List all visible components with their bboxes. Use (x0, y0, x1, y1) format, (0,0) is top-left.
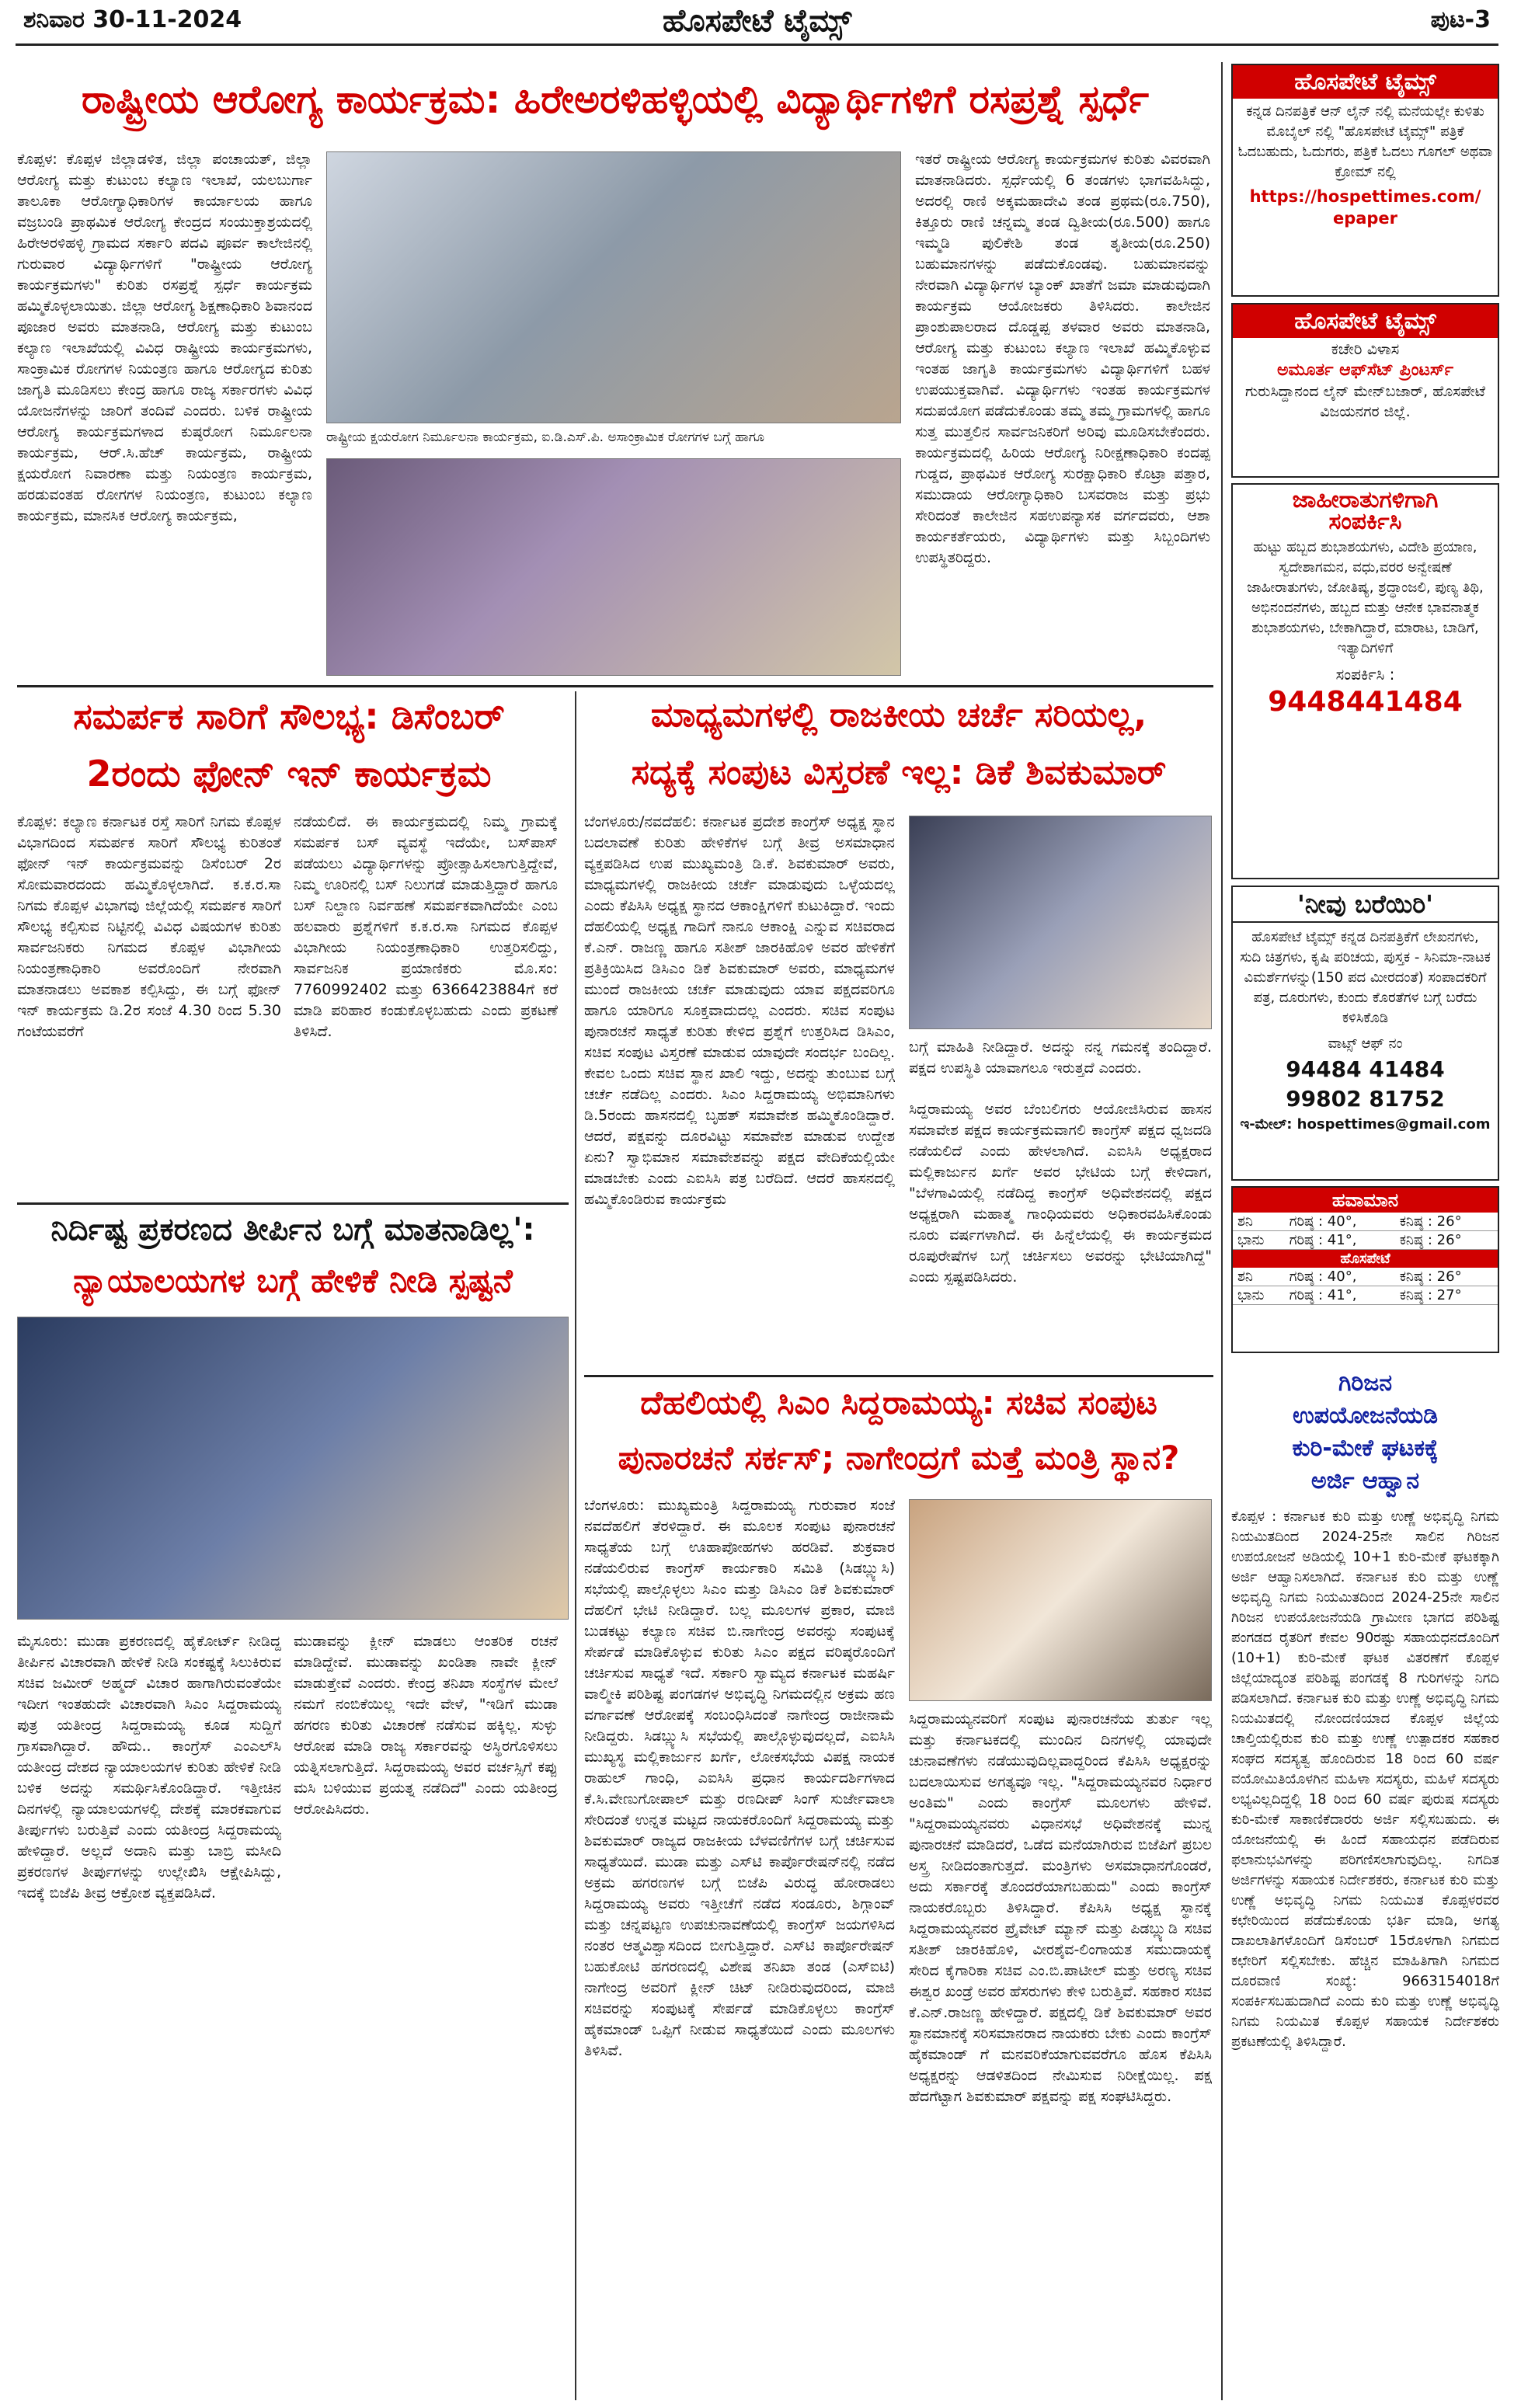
ads-phone[interactable]: 9448441484 (1268, 686, 1463, 718)
ads-box-text: ಹುಟ್ಟು ಹಬ್ಬದ ಶುಭಾಶಯಗಳು, ವಿದೇಶಿ ಪ್ರಯಾಣ, ಸ್ವದೇಶಾಗಮನ, ವಧು,ವರರ ಅನ್ವೇಷಣೆ ಜಾಹೀರಾತುಗಳು, ಜೋತಿಷ್ಯ, ಶ್ರದ್ಧಾಂಜಲಿ, ಪುಣ್ಯ ತಿಥಿ, ಅಭಿನಂದನೆಗಳು, ಹಬ್ಬದ ಮತ್ತು ಆನೇಕ ಭಾವನಾತ್ಮಕ ಶುಭಾಶಯಗಳು, ಬೇಕಾಗಿದ್ದಾರೆ, ಮಾರಾಟ, ಬಾಡಿಗೆ, ಇತ್ಯಾದಿಗಳಿಗೆ (1247, 539, 1484, 656)
article6-body: ಕೊಪ್ಪಳ : ಕರ್ನಾಟಕ ಕುರಿ ಮತ್ತು ಉಣ್ಣೆ ಅಭಿವೃದ್ಧಿ ನಿಗಮ ನಿಯಮಿತದಿಂದ 2024-25ನೇ ಸಾಲಿನ ಗಿರಿಜನ ಉಪಯೋಜನೆ ಅಡಿಯಲ್ಲಿ 10+1 ಕುರಿ-ಮೇಕೆ ಘಟಕಕ್ಕಾಗಿ ಅರ್ಜಿ ಆಹ್ವಾನಿಸಲಾಗಿದೆ. ಕರ್ನಾಟಕ ಕುರಿ ಮತ್ತು ಉಣ್ಣೆ ಅಭಿವೃದ್ಧಿ ನಿಗಮ ನಿಯಮಿತದಿಂದ 2024-25ನೇ ಸಾಲಿನ ಗಿರಿಜನ ಉಪಯೋಜನೆಯಡಿ ಗ್ರಾಮೀಣ ಭಾಗದ ಪರಿಶಿಷ್ಟ ಪಂಗಡದ ರೈತರಿಗೆ ಕೇವಲ 90ರಷ್ಟು ಸಹಾಯಧನದೊಂದಿಗೆ (10+1) ಕುರಿ-ಮೇಕೆ ಘಟಕ ವಿತರಣೆಗೆ ಕೊಪ್ಪಳ ಜಿಲ್ಲೆಯಾದ್ಯಂತ ಪರಿಶಿಷ್ಟ ಪಂಗಡಕ್ಕೆ 8 ಗುರಿಗಳನ್ನು ನಿಗದಿ ಪಡಿಸಲಾಗಿದೆ. ಕರ್ನಾಟಕ ಕುರಿ ಮತ್ತು ಉಣ್ಣೆ ಅಭಿವೃದ್ಧಿ ನಿಗಮ ನಿಯಮಿತದಲ್ಲಿ ನೋಂದಣಿಯಾದ ಕೊಪ್ಪಳ ಜಿಲ್ಲೆಯ ಚಾಲ್ತಿಯಲ್ಲಿರುವ ಕುರಿ ಮತ್ತು ಉಣ್ಣೆ ಉತ್ಪಾದಕರ ಸಹಕಾರ ಸಂಘದ ಸದಸ್ಯತ್ವ ಹೊಂದಿರುವ 18 ರಿಂದ 60 ವರ್ಷ ವಯೋಮಿತಿಯೊಳಗಿನ ಮಹಿಳಾ ಸದಸ್ಯರು, ಮಹಿಳೆ ಸದಸ್ಯರು ಲಭ್ಯವಿಲ್ಲದಿದ್ದಲ್ಲಿ 18 ರಿಂದ 60 ವರ್ಷ ಪುರುಷ ಸದಸ್ಯರು ಕುರಿ-ಮೇಕೆ ಸಾಕಾಣಿಕೆದಾರರು ಅರ್ಜಿ ಸಲ್ಲಿಸಬಹುದು. ಈ ಯೋಜನೆಯಲ್ಲಿ ಈ ಹಿಂದೆ ಸಹಾಯಧನ ಪಡೆದಿರುವ ಫಲಾನುಭವಿಗಳನ್ನು ಪರಿಗಣಿಸಲಾಗುವುದಿಲ್ಲ. ನಿಗದಿತ ಅರ್ಜಿಗಳನ್ನು ಸಹಾಯಕ ನಿರ್ದೇಶಕರು, ಕರ್ನಾಟಕ ಕುರಿ ಮತ್ತು ಉಣ್ಣೆ ಅಭಿವೃದ್ಧಿ ನಿಗಮ ನಿಯಮಿತ ಕೊಪ್ಪಳರವರ ಕಛೇರಿಯಿಂದ ಪಡೆದುಕೊಂಡು ಭರ್ತಿ ಮಾಡಿ, ಅಗತ್ಯ ದಾಖಲಾತಿಗಳೊಂದಿಗೆ ಡಿಸೆಂಬರ್ 15ರೊಳಗಾಗಿ ನಿಗಮದ ಕಛೇರಿಗೆ ಸಲ್ಲಿಸಬೇಕು. ಹೆಚ್ಚಿನ ಮಾಹಿತಿಗಾಗಿ ನಿಗಮದ ದೂರವಾಣಿ ಸಂಖ್ಯೆ: 9663154018ಗೆ ಸಂಪರ್ಕಿಸಬಹುದಾಗಿದೆ ಎಂದು ಕುರಿ ಮತ್ತು ಉಣ್ಣೆ ಅಭಿವೃದ್ಧಿ ನಿಗಮ ನಿಯಮಿತ ಕೊಪ್ಪಳ ಸಹಾಯಕ ನಿರ್ದೇಶಕರು ಪ್ರಕಟಣೆಯಲ್ಲಿ ತಿಳಿಸಿದ್ದಾರೆ. (1231, 1508, 1499, 2050)
weather-day: ಭಾನು (1233, 1231, 1285, 1250)
write-box-text: ಹೊಸಪೇಟೆ ಟೈಮ್ಸ್ ಕನ್ನಡ ದಿನಪತ್ರಿಕೆಗೆ ಲೇಖನಗಳು, ಸುದಿ ಚಿತ್ರಗಳು, ಕೃಷಿ ಪರಿಚಯ, ಪುಸ್ತಕ - ಸಿನಿಮಾ-ನಾಟಕ ವಿಮರ್ಶೆಗಳನ್ನು(150 ಪದ ಮೀರದಂತೆ) ಸಂಪಾದಕರಿಗೆ ಪತ್ರ, ದೂರುಗಳು, ಕುಂದು ಕೊರತೆಗಳ ಬಗ್ಗೆ ಬರೆದು ಕಳಿಸಿಕೊಡಿ (1240, 929, 1491, 1026)
whatsapp-phone-2[interactable]: 99802 81752 (1286, 1086, 1445, 1112)
office-label: ಕಚೇರಿ ವಿಳಾಸ (1331, 339, 1400, 358)
article1-photo-caption: ರಾಷ್ಟ್ರೀಯ ಕ್ಷಯರೋಗ ನಿರ್ಮೂಲನಾ ಕಾರ್ಯಕ್ರಮ, ಐ.ಡಿ.ಎಸ್.ಪಿ. ಅಸಾಂಕ್ರಾಮಿಕ ರೋಗಗಳ ಬಗ್ಗೆ ಹಾಗೂ (326, 430, 764, 445)
article5-headline-line1: ದೆಹಲಿಯಲ್ಲಿ ಸಿಎಂ ಸಿದ್ದರಾಮಯ್ಯ: ಸಚಿವ ಸಂಪುಟ (640, 1383, 1157, 1421)
weather-high: ಗರಿಷ್ಠ : 40°, (1285, 1268, 1395, 1286)
weather-row (1233, 1213, 1498, 1231)
article3-body-col2: ಮುಡಾವನ್ನು ಕ್ಲೀನ್ ಮಾಡಲು ಆಂತರಿಕ ರಚನೆ ಮಾಡಿದ್ದೇವೆ. ಮುಡಾವನ್ನು ಖಂಡಿತಾ ನಾವೇ ಕ್ಲೀನ್ ಮಾಡುತ್ತೇವೆ ಎಂದರು. ಕೇಂದ್ರ ತನಿಖಾ ಸಂಸ್ಥೆಗಳ ಮೇಲೆ ನಮಗೆ ನಂಬಿಕೆಯಿಲ್ಲ ಇದೇ ವೇಳೆ, "ಇಡಿಗೆ ಮುಡಾ ಹಗರಣ ಕುರಿತು ವಿಚಾರಣೆ ನಡೆಸುವ ಹಕ್ಕಿಲ್ಲ. ಸುಳ್ಳು ಆರೋಪ ಮಾಡಿ ರಾಜ್ಯ ಸರ್ಕಾರವನ್ನು ಅಸ್ಥಿರಗೊಳಿಸಲು ಯತ್ನಿಸಲಾಗುತ್ತಿದೆ. ಸಿದ್ದರಾಮಯ್ಯ ಅವರ ವರ್ಚಸ್ಸಿಗೆ ಕಪ್ಪು ಮಸಿ ಬಳಿಯುವ ಪ್ರಯತ್ನ ನಡೆದಿದೆ" ಎಂದು ಯತೀಂದ್ರ ಆರೋಪಿಸಿದರು. (294, 1633, 558, 1818)
ads-box-title: ಜಾಹೀರಾತುಗಳಿಗಾಗಿ (1292, 486, 1439, 513)
weather-box (1231, 1186, 1499, 1353)
weather-table (1233, 1213, 1498, 1250)
weather-row (1233, 1231, 1498, 1250)
article4-headline-line1: ಮಾಧ್ಯಮಗಳಲ್ಲಿ ರಾಜಕೀಯ ಚರ್ಚೆ ಸರಿಯಲ್ಲ, (650, 695, 1147, 735)
weather-low: ಕನಿಷ್ಠ : 26° (1395, 1213, 1498, 1231)
weather-day: ಭಾನು (1233, 1286, 1285, 1305)
weather-high: ಗರಿಷ್ಠ : 41°, (1285, 1231, 1395, 1250)
email-link[interactable]: ಇ-ಮೇಲ್: hospettimes@gmail.com (1240, 1116, 1491, 1133)
weather-day: ಶನಿ (1233, 1213, 1285, 1231)
whatsapp-phone-1[interactable]: 94484 41484 (1286, 1056, 1445, 1082)
weather-high: ಗರಿಷ್ಠ : 40°, (1285, 1213, 1395, 1231)
article5-body-col1: ಬೆಂಗಳೂರು: ಮುಖ್ಯಮಂತ್ರಿ ಸಿದ್ದರಾಮಯ್ಯ ಗುರುವಾರ ಸಂಜೆ ನವದೆಹಲಿಗೆ ತೆರಳಿದ್ದಾರೆ. ಈ ಮೂಲಕ ಸಂಪುಟ ಪುನಾರಚನೆ ಸಾಧ್ಯತೆಯ ಬಗ್ಗೆ ಊಹಾಪೋಹಗಳು ಹರಡಿವೆ. ಶುಕ್ರವಾರ ನಡೆಯಲಿರುವ ಕಾಂಗ್ರೆಸ್ ಕಾರ್ಯಕಾರಿ ಸಮಿತಿ (ಸಿಡಬ್ಲ್ಯುಸಿ) ಸಭೆಯಲ್ಲಿ ಪಾಲ್ಗೊಳ್ಳಲು ಸಿಎಂ ಮತ್ತು ಡಿಸಿಎಂ ಡಿಕೆ ಶಿವಕುಮಾರ್ ದೆಹಲಿಗೆ ಭೇಟಿ ನೀಡಿದ್ದಾರೆ. ಬಲ್ಲ ಮೂಲಗಳ ಪ್ರಕಾರ, ಮಾಜಿ ಬುಡಕಟ್ಟು ಕಲ್ಯಾಣ ಸಚಿವ ಬಿ.ನಾಗೇಂದ್ರ ಅವರನ್ನು ಸಂಪುಟಕ್ಕೆ ಸೇರ್ಪಡೆ ಮಾಡಿಕೊಳ್ಳುವ ಕುರಿತು ಸಿಎಂ ಪಕ್ಷದ ವರಿಷ್ಠರೊಂದಿಗೆ ಚರ್ಚಿಸುವ ಸಾಧ್ಯತೆ ಇದೆ. ಸರ್ಕಾರಿ ಸ್ವಾಮ್ಯದ ಕರ್ನಾಟಕ ಮಹರ್ಷಿ ವಾಲ್ಮೀಕಿ ಪರಿಶಿಷ್ಟ ಪಂಗಡಗಳ ಅಭಿವೃದ್ಧಿ ನಿಗಮದಲ್ಲಿನ ಅಕ್ರಮ ಹಣ ವರ್ಗಾವಣೆ ಆರೋಪಕ್ಕೆ ಸಂಬಂಧಿಸಿದಂತೆ ನಾಗೇಂದ್ರ ರಾಜೀನಾಮೆ ನೀಡಿದ್ದರು. ಸಿಡಬ್ಲ್ಯುಸಿ ಸಭೆಯಲ್ಲಿ ಪಾಲ್ಗೊಳ್ಳುವುದಲ್ಲದೆ, ಎಐಸಿಸಿ ಮುಖ್ಯಸ್ಥ ಮಲ್ಲಿಕಾರ್ಜುನ ಖರ್ಗೆ, ಲೋಕಸಭೆಯ ವಿಪಕ್ಷ ನಾಯಕ ರಾಹುಲ್ ಗಾಂಧಿ, ಎಐಸಿಸಿ ಪ್ರಧಾನ ಕಾರ್ಯದರ್ಶಿಗಳಾದ ಕೆ.ಸಿ.ವೇಣುಗೋಪಾಲ್ ಮತ್ತು ರಣದೀಪ್ ಸಿಂಗ್ ಸುರ್ಜೇವಾಲಾ ಸೇರಿದಂತೆ ಉನ್ನತ ಮಟ್ಟದ ನಾಯಕರೊಂದಿಗೆ ಸಿದ್ದರಾಮಯ್ಯ ಮತ್ತು ಶಿವಕುಮಾರ್ ರಾಜ್ಯದ ರಾಜಕೀಯ ಬೆಳವಣಿಗೆಗಳ ಬಗ್ಗೆ ಚರ್ಚಿಸುವ ಸಾಧ್ಯತೆಯಿದೆ. ಮುಡಾ ಮತ್ತು ಎಸ್‌ಟಿ ಕಾರ್ಪೊರೇಷನ್‌ನಲ್ಲಿ ನಡೆದ ಅಕ್ರಮ ಹಗರಣಗಳ ಬಗ್ಗೆ ಬಿಜೆಪಿ ವಿರುದ್ಧ ಹೋರಾಡಲು ಸಿದ್ದರಾಮಯ್ಯ ಅವರು ಇತ್ತೀಚೆಗೆ ನಡೆದ ಸಂಡೂರು, ಶಿಗ್ಗಾಂವ್ ಮತ್ತು ಚನ್ನಪಟ್ಟಣ ಉಪಚುನಾವಣೆಯಲ್ಲಿ ಕಾಂಗ್ರೆಸ್ ಜಯಗಳಿಸಿದ ನಂತರ ಆತ್ಮವಿಶ್ವಾಸದಿಂದ ಬೀಗುತ್ತಿದ್ದಾರೆ. ಎಸ್‌ಟಿ ಕಾರ್ಪೊರೇಷನ್ ಬಹುಕೋಟಿ ಹಗರಣದಲ್ಲಿ ವಿಶೇಷ ತನಿಖಾ ತಂಡ (ಎಸ್‌ಐಟಿ) ನಾಗೇಂದ್ರ ಅವರಿಗೆ ಕ್ಲೀನ್ ಚಿಟ್ ನೀಡಿರುವುದರಿಂದ, ಮಾಜಿ ಸಚಿವರನ್ನು ಸಂಪುಟಕ್ಕೆ ಸೇರ್ಪಡೆ ಮಾಡಿಕೊಳ್ಳಲು ಕಾಂಗ್ರೆಸ್ ಹೈಕಮಾಂಡ್ ಒಪ್ಪಿಗೆ ನೀಡುವ ಸಾಧ್ಯತೆಯಿದೆ ಎಂದು ಮೂಲಗಳು ತಿಳಿಸಿವೆ. (584, 1497, 895, 2059)
office-address-box (1231, 303, 1499, 478)
write-box-title: 'ನೀವು ಬರೆಯಿರಿ' (1233, 887, 1498, 923)
ads-box (1231, 483, 1499, 879)
weather-title: ಹವಾಮಾನ (1233, 1188, 1498, 1213)
column-divider (575, 691, 576, 2400)
article4-headline-line2: ಸದ್ಯಕ್ಕೆ ಸಂಪುಟ ವಿಸ್ತರಣೆ ಇಲ್ಲ: ಡಿಕೆ ಶಿವಕುಮಾರ್ (631, 753, 1167, 792)
page-number: ಪುಟ-3 (1430, 6, 1491, 33)
article5-headline-line2: ಪುನಾರಚನೆ ಸರ್ಕಸ್; ನಾಗೇಂದ್ರಗೆ ಮತ್ತೆ ಮಂತ್ರಿ ಸ್ಥಾನ? (618, 1439, 1180, 1477)
article3-body-col1: ಮೈಸೂರು: ಮುಡಾ ಪ್ರಕರಣದಲ್ಲಿ ಹೈಕೋರ್ಟ್ ನೀಡಿದ್ದ ತೀರ್ಪಿನ ವಿಚಾರವಾಗಿ ಹೇಳಿಕೆ ನೀಡಿ ಸಂಕಷ್ಟಕ್ಕೆ ಸಿಲುಕಿರುವ ಸಚಿವ ಜಮೀರ್ ಅಹ್ಮದ್ ವಿಚಾರ ಹಾಗಾಗಿರುವಂತೆಯೇ ಇದೀಗ ಇಂತಹುದೇ ವಿಚಾರವಾಗಿ ಸಿಎಂ ಸಿದ್ದರಾಮಯ್ಯ ಪುತ್ರ ಯತೀಂದ್ರ ಸಿದ್ದರಾಮಯ್ಯ ಕೂಡ ಸುದ್ದಿಗೆ ಗ್ರಾಸವಾಗಿದ್ದಾರೆ. ಹೌದು.. ಕಾಂಗ್ರೆಸ್ ಎಂಎಲ್‌ಸಿ ಯತೀಂದ್ರ ದೇಶದ ನ್ಯಾಯಾಲಯಗಳ ಕುರಿತು ಹೇಳಿಕೆ ನೀಡಿ ಬಳಿಕ ಅದನ್ನು ಸಮರ್ಥಿಸಿಕೊಂಡಿದ್ದಾರೆ. ಇತ್ತೀಚಿನ ದಿನಗಳಲ್ಲಿ ನ್ಯಾಯಾಲಯಗಳಲ್ಲಿ ದೇಶಕ್ಕೆ ಮಾರಕವಾಗುವ ತೀರ್ಪುಗಳು ಬರುತ್ತಿವೆ ಎಂದು ಯತೀಂದ್ರ ಸಿದ್ದರಾಮಯ್ಯ ಹೇಳಿದ್ದಾರೆ. ಅಲ್ಲದೆ ಅದಾನಿ ಮತ್ತು ಬಾಬ್ರಿ ಮಸೀದಿ ಪ್ರಕರಣಗಳ ತೀರ್ಪುಗಳನ್ನು ಉಲ್ಲೇಖಿಸಿ ಆಕ್ಷೇಪಿಸಿದ್ದು, ಇದಕ್ಕೆ ಬಿಜೆಪಿ ತೀವ್ರ ಆಕ್ರೋಶ ವ್ಯಕ್ತಪಡಿಸಿದೆ. (17, 1633, 281, 1902)
ads-contact-label: ಸಂಪರ್ಕಿಸಿ : (1335, 665, 1395, 684)
article2-body-col1: ಕೊಪ್ಪಳ: ಕಲ್ಯಾಣ ಕರ್ನಾಟಕ ರಸ್ತೆ ಸಾರಿಗೆ ನಿಗಮ ಕೊಪ್ಪಳ ವಿಭಾಗದಿಂದ ಸಮರ್ಪಕ ಸಾರಿಗೆ ಸೌಲಭ್ಯ ಕುರಿತಂತೆ ಫೋನ್ ಇನ್ ಕಾರ್ಯಕ್ರಮವನ್ನು ಡಿಸೆಂಬರ್ 2ರ ಸೋಮವಾರದಂದು ಹಮ್ಮಿಕೊಳ್ಳಲಾಗಿದೆ. ಕ.ಕ.ರ.ಸಾ ನಿಗಮ ಕೊಪ್ಪಳ ವಿಭಾಗವು ಜಿಲ್ಲೆಯಲ್ಲಿ ಸಮರ್ಪಕ ಸಾರಿಗೆ ಸೌಲಭ್ಯ ಕಲ್ಪಿಸುವ ನಿಟ್ಟಿನಲ್ಲಿ ವಿವಿಧ ವಿಷಯಗಳ ಕುರಿತು ಸಾರ್ವಜನಿಕರು ನಿಗಮದ ಕೊಪ್ಪಳ ವಿಭಾಗೀಯ ನಿಯಂತ್ರಣಾಧಿಕಾರಿ ಅವರೊಂದಿಗೆ ನೇರವಾಗಿ ಮಾತನಾಡಲು ಅವಕಾಶ ಕಲ್ಪಿಸಿದ್ದು, ಈ ಬಗ್ಗೆ ಫೋನ್ ಇನ್ ಕಾರ್ಯಕ್ರಮ ಡಿ.2ರ ಸಂಜೆ 4.30 ರಿಂದ 5.30 ಗಂಟೆಯವರೆಗೆ (17, 813, 281, 1040)
article2-headline-line1: ಸಮರ್ಪಕ ಸಾರಿಗೆ ಸೌಲಭ್ಯ: ಡಿಸೆಂಬರ್ (73, 695, 505, 737)
sidebar-divider (1221, 62, 1223, 2400)
whatsapp-label: ವಾಟ್ಸ್ ಆಫ್ ನಂ (1328, 1035, 1403, 1052)
epaper-url-link[interactable]: https://hospettimes.com/ epaper (1249, 187, 1481, 228)
article4-photo-dks (909, 816, 1212, 1029)
epaper-box-title: ಹೊಸಪೇಟೆ ಟೈಮ್ಸ್ (1233, 65, 1498, 99)
divider (584, 1375, 1213, 1377)
weather-subtitle: ಹೊಸಪೇಟೆ (1233, 1250, 1498, 1268)
article6-headline-line3: ಕುರಿ-ಮೇಕೆ ಘಟಕಕ್ಕೆ (1292, 1435, 1439, 1462)
issue-date: ಶನಿವಾರ 30-11-2024 (23, 6, 242, 33)
ads-box-title2: ಸಂಪರ್ಕಿಸಿ (1328, 508, 1402, 535)
article6-headline-line1: ಗಿರಿಜನ (1338, 1369, 1393, 1397)
article5-photo-cm (909, 1499, 1212, 1701)
write-to-us-box (1231, 886, 1499, 1181)
divider (17, 685, 1213, 687)
office-box-title: ಹೊಸಪೇಟೆ ಟೈಮ್ಸ್ (1233, 304, 1498, 338)
printer-name: ಅಮೂರ್ತ ಆಫ್‌ಸೆಟ್ ಪ್ರಿಂಟರ್ಸ್ (1276, 360, 1454, 380)
weather-low: ಕನಿಷ್ಠ : 27° (1395, 1286, 1498, 1305)
article4-body-col2: ಸಿದ್ದರಾಮಯ್ಯ ಅವರ ಬೆಂಬಲಿಗರು ಆಯೋಜಿಸಿರುವ ಹಾಸನ ಸಮಾವೇಶ ಪಕ್ಷದ ಕಾರ್ಯಕ್ರಮವಾಗಲಿ ಕಾಂಗ್ರೆಸ್ ಪಕ್ಷದ ಧ್ವಜದಡಿ ನಡೆಯಲಿದೆ ಎಂದು ಹೇಳಲಾಗಿದೆ. ಎಐಸಿಸಿ ಅಧ್ಯಕ್ಷರಾದ ಮಲ್ಲಿಕಾರ್ಜುನ ಖರ್ಗೆ ಅವರ ಭೇಟಿಯ ಬಗ್ಗೆ ಕೇಳಿದಾಗ, "ಬೆಳಗಾವಿಯಲ್ಲಿ ನಡೆದಿದ್ದ ಕಾಂಗ್ರೆಸ್ ಅಧಿವೇಶನದಲ್ಲಿ ಪಕ್ಷದ ಅಧ್ಯಕ್ಷರಾಗಿ ಮಹಾತ್ಮ ಗಾಂಧಿಯವರು ಅಧಿಕಾರವಹಿಸಿಕೊಂಡು ನೂರು ವರ್ಷಗಳಾಗಿದೆ. ಈ ಹಿನ್ನೆಲೆಯಲ್ಲಿ ಈ ಕಾರ್ಯಕ್ರಮದ ರೂಪುರೇಷೆಗಳ ಬಗ್ಗೆ ಚರ್ಚಿಸಲು ಅವರನ್ನು ಭೇಟಿಯಾಗಿದ್ದೆ" ಎಂದು ಸ್ಪಷ್ಟಪಡಿಸಿದರು. (909, 1101, 1212, 1286)
weather-row (1233, 1286, 1498, 1305)
article6-headline-line2: ಉಪಯೋಜನೆಯಡಿ (1293, 1402, 1438, 1429)
article1-body-col3: ಇತರೆ ರಾಷ್ಟ್ರೀಯ ಆರೋಗ್ಯ ಕಾರ್ಯಕ್ರಮಗಳ ಕುರಿತು ವಿವರವಾಗಿ ಮಾತನಾಡಿದರು. ಸ್ಪರ್ಧೆಯಲ್ಲಿ 6 ತಂಡಗಳು ಭಾಗವಹಿಸಿದ್ದು, ಅದರಲ್ಲಿ ರಾಣಿ ಅಕ್ಕಮಹಾದೇವಿ ತಂಡ ಪ್ರಥಮ(ರೂ.750), ಕಿತ್ತೂರು ರಾಣಿ ಚನ್ನಮ್ಮ ತಂಡ ದ್ವಿತೀಯ(ರೂ.500) ಹಾಗೂ ಇಮ್ಮಡಿ ಪುಲಿಕೇಶಿ ತಂಡ ತೃತೀಯ(ರೂ.250) ಬಹುಮಾನಗಳನ್ನು ಪಡೆದುಕೊಂಡವು. ಬಹುಮಾನವನ್ನು ನೇರವಾಗಿ ವಿದ್ಯಾರ್ಥಿಗಳ ಬ್ಯಾಂಕ್ ಖಾತೆಗೆ ಜಮಾ ಮಾಡುವುದಾಗಿ ಕಾರ್ಯಕ್ರಮ ಆಯೋಜಕರು ತಿಳಿಸಿದರು. ಕಾಲೇಜಿನ ಪ್ರಾಂಶುಪಾಲರಾದ ದೊಡ್ಡಪ್ಪ ತಳವಾರ ಅವರು ಮಾತನಾಡಿ, ಆರೋಗ್ಯ ಮತ್ತು ಕುಟುಂಬ ಕಲ್ಯಾಣ ಇಲಾಖೆ ಹಮ್ಮಿಕೊಳ್ಳುವ ಇಂತಹ ಜಾಗೃತಿ ಕಾರ್ಯಕ್ರಮಗಳು ವಿದ್ಯಾರ್ಥಿಗಳಿಗೆ ಬಹಳ ಉಪಯುಕ್ತವಾಗಿವೆ. ವಿದ್ಯಾರ್ಥಿಗಳು ಇಂತಹ ಕಾರ್ಯಕ್ರಮಗಳ ಸದುಪಯೋಗ ಪಡೆದುಕೊಂಡು ತಮ್ಮ ತಮ್ಮ ಗ್ರಾಮಗಳಲ್ಲಿ ಹಾಗೂ ಸುತ್ತ ಮುತ್ತಲಿನ ಸಾರ್ವಜನಿಕರಿಗೆ ಅರಿವು ಮೂಡಿಸಬೇಕೆಂದರು. ಕಾರ್ಯಕ್ರಮದಲ್ಲಿ ಹಿರಿಯ ಆರೋಗ್ಯ ನಿರೀಕ್ಷಣಾಧಿಕಾರಿ ಕಂದಪ್ಪ ಗುಡ್ಡದ, ಪ್ರಾಥಮಿಕ ಆರೋಗ್ಯ ಸುರಕ್ಷಾಧಿಕಾರಿ ಕೊಟ್ರಾ ಪತ್ತಾರ, ಸಮುದಾಯ ಆರೋಗ್ಯಾಧಿಕಾರಿ ಬಸವರಾಜ ಮತ್ತು ಪ್ರಭು ಸೇರಿದಂತೆ ಕಾಲೇಜಿನ ಸಹಉಪನ್ಯಾಸಕ ವರ್ಗದವರು, ಆಶಾ ಕಾರ್ಯಕರ್ತೆಯರು, ವಿದ್ಯಾರ್ಥಿಗಳು ಮತ್ತು ಸಿಬ್ಬಂದಿಗಳು ಉಪಸ್ಥಿತರಿದ್ದರು. (915, 151, 1210, 566)
article1-photo-seminar (326, 151, 901, 423)
article2-body-col2: ನಡೆಯಲಿದೆ. ಈ ಕಾರ್ಯಕ್ರಮದಲ್ಲಿ ನಿಮ್ಮ ಗ್ರಾಮಕ್ಕೆ ಸಮರ್ಪಕ ಬಸ್ ವ್ಯವಸ್ಥೆ ಇದೆಯೇ, ಬಸ್‌ಪಾಸ್ ಪಡೆಯಲು ವಿದ್ಯಾರ್ಥಿಗಳನ್ನು ಪ್ರೋತ್ಸಾಹಿಸಲಾಗುತ್ತಿದ್ದೇವೆ, ನಿಮ್ಮ ಊರಿನಲ್ಲಿ ಬಸ್ ನಿಲುಗಡೆ ಮಾಡುತ್ತಿದ್ದಾರೆ ಹಾಗೂ ಬಸ್ ನಿಲ್ದಾಣ ನಿರ್ವಹಣೆ ಸಮರ್ಪಕವಾಗಿದೆಯೇ ಎಂಬ ಹಲವಾರು ಪ್ರಶ್ನೆಗಳಿಗೆ ಕ.ಕ.ರ.ಸಾ ನಿಗಮದ ಕೊಪ್ಪಳ ವಿಭಾಗೀಯ ನಿಯಂತ್ರಣಾಧಿಕಾರಿ ಉತ್ತರಿಸಲಿದ್ದು, ಸಾರ್ವಜನಿಕ ಪ್ರಯಾಣಿಕರು ಮೊ.ಸಂ: 7760992402 ಮತ್ತು 6366423884ಗೆ ಕರೆ ಮಾಡಿ ಪರಿಹಾರ ಕಂಡುಕೊಳ್ಳಬಹುದು ಎಂದು ಪ್ರಕಟಣೆ ತಿಳಿಸಿದೆ. (294, 813, 558, 1040)
article6-headline-line4: ಅರ್ಜಿ ಆಹ್ವಾನ (1310, 1467, 1420, 1495)
article5-body-col2: ಸಿದ್ದರಾಮಯ್ಯನವರಿಗೆ ಸಂಪುಟ ಪುನಾರಚನೆಯ ತುರ್ತು ಇಲ್ಲ ಮತ್ತು ಕರ್ನಾಟಕದಲ್ಲಿ ಮುಂದಿನ ದಿನಗಳಲ್ಲಿ ಯಾವುದೇ ಚುನಾವಣೆಗಳು ನಡೆಯುವುದಿಲ್ಲವಾದ್ದರಿಂದ ಕೆಪಿಸಿಸಿ ಅಧ್ಯಕ್ಷರನ್ನು ಬದಲಾಯಿಸುವ ಅಗತ್ಯವೂ ಇಲ್ಲ. "ಸಿದ್ದರಾಮಯ್ಯನವರ ನಿರ್ಧಾರ ಅಂತಿಮ" ಎಂದು ಕಾಂಗ್ರೆಸ್ ಮೂಲಗಳು ಹೇಳಿವೆ. "ಸಿದ್ದರಾಮಯ್ಯನವರು ವಿಧಾನಸಭೆ ಅಧಿವೇಶನಕ್ಕೆ ಮುನ್ನ ಪುನಾರಚನೆ ಮಾಡಿದರೆ, ಒಡೆದ ಮನೆಯಾಗಿರುವ ಬಿಜೆಪಿಗೆ ಪ್ರಬಲ ಅಸ್ತ್ರ ನೀಡಿದಂತಾಗುತ್ತದೆ. ಮಂತ್ರಿಗಳು ಅಸಮಾಧಾನಗೊಂಡರೆ, ಅದು ಸರ್ಕಾರಕ್ಕೆ ತೊಂದರೆಯಾಗಬಹುದು" ಎಂದು ಕಾಂಗ್ರೆಸ್ ನಾಯಕರೊಬ್ಬರು ತಿಳಿಸಿದ್ದಾರೆ. ಕೆಪಿಸಿಸಿ ಅಧ್ಯಕ್ಷ ಸ್ಥಾನಕ್ಕೆ ಸಿದ್ದರಾಮಯ್ಯನವರ ಪ್ರೈವೇಟ್ ಮ್ಯಾನ್ ಮತ್ತು ಪಿಡಬ್ಲ್ಯುಡಿ ಸಚಿವ ಸತೀಶ್ ಜಾರಕಿಹೊಳಿ, ವೀರಶೈವ-ಲಿಂಗಾಯತ ಸಮುದಾಯಕ್ಕೆ ಸೇರಿದ ಕೈಗಾರಿಕಾ ಸಚಿವ ಎಂ.ಬಿ.ಪಾಟೀಲ್ ಮತ್ತು ಅರಣ್ಯ ಸಚಿವ ಈಶ್ವರ ಖಂಡ್ರೆ ಅವರ ಹೆಸರುಗಳು ಕೇಳಿ ಬರುತ್ತಿವೆ. ಸಹಕಾರ ಸಚಿವ ಕೆ.ಎನ್.ರಾಜಣ್ಣ ಹೇಳಿದ್ದಾರೆ. ಪಕ್ಷದಲ್ಲಿ ಡಿಕೆ ಶಿವಕುಮಾರ್ ಅವರ ಸ್ಥಾನಮಾನಕ್ಕೆ ಸರಿಸಮಾನರಾದ ನಾಯಕರು ಬೇಕು ಎಂದು ಕಾಂಗ್ರೆಸ್ ಹೈಕಮಾಂಡ್ ಗೆ ಮನವರಿಕೆಯಾಗುವವರೆಗೂ ಹೊಸ ಕೆಪಿಸಿಸಿ ಅಧ್ಯಕ್ಷರನ್ನು ಆಡಳಿತದಿಂದ ನೇಮಿಸುವ ನಿರೀಕ್ಷೆಯಿಲ್ಲ. ಪಕ್ಷ ಹೆದಗೆಟ್ಟಾಗ ಶಿವಕುಮಾರ್ ಪಕ್ಷವನ್ನು ಪಕ್ಷ ಸಂಘಟಿಸಿದ್ದರು. (909, 1710, 1212, 2105)
divider (17, 1202, 569, 1205)
article3-headline-line2: ನ್ಯಾಯಾಲಯಗಳ ಬಗ್ಗೆ ಹೇಳಿಕೆ ನೀಡಿ ಸ್ಪಷ್ಟನೆ (73, 1261, 513, 1300)
epaper-box-text: ಕನ್ನಡ ದಿನಪತ್ರಿಕೆ ಆನ್ ಲೈನ್ ನಲ್ಲಿ ಮನೆಯಲ್ಲೇ ಕುಳಿತು ಮೊಬೈಲ್ ನಲ್ಲಿ "ಹೊಸಪೇಟೆ ಟೈಮ್ಸ್" ಪತ್ರಿಕೆ ಓದಬಹುದು, ಓದುಗರು, ಪತ್ರಿಕೆ ಓದಲು ಗೂಗಲ್ ಅಥವಾ ಕ್ರೋಮ್ ನಲ್ಲಿ (1237, 103, 1493, 180)
article4-caption: ಬಗ್ಗೆ ಮಾಹಿತಿ ನೀಡಿದ್ದಾರೆ. ಅದನ್ನು ನನ್ನ ಗಮನಕ್ಕೆ ತಂದಿದ್ದಾರೆ. ಪಕ್ಷದ ಉಪಸ್ಥಿತಿ ಯಾವಾಗಲೂ ಇರುತ್ತದೆ ಎಂದರು. (909, 1039, 1212, 1077)
weather-row (1233, 1268, 1498, 1286)
article1-headline: ರಾಷ್ಟ್ರೀಯ ಆರೋಗ್ಯ ಕಾರ್ಯಕ್ರಮ: ಹಿರೇಅರಳಿಹಳ್ಳಿಯಲ್ಲಿ ವಿದ್ಯಾರ್ಥಿಗಳಿಗೆ ರಸಪ್ರಶ್ನೆ ಸ್ಪರ್ಧೆ (82, 77, 1149, 122)
epaper-box (1231, 64, 1499, 297)
header-divider (16, 43, 1498, 46)
weather-high: ಗರಿಷ್ಠ : 41°, (1285, 1286, 1395, 1305)
weather-day: ಶನಿ (1233, 1268, 1285, 1286)
paper-title: ಹೊಸಪೇಟೆ ಟೈಮ್ಸ್ (662, 3, 852, 39)
article2-headline-line2: 2ರಂದು ಫೋನ್ ಇನ್ ಕಾರ್ಯಕ್ರಮ (86, 753, 492, 795)
weather-table-2 (1233, 1268, 1498, 1305)
office-address: ಗುರುಸಿದ್ದಾನಂದ ಲೈನ್ ಮೇನ್‌ಬಜಾರ್, ಹೊಸಪೇಟೆ ವಿಜಯನಗರ ಜಿಲ್ಲೆ. (1245, 383, 1485, 420)
article4-body-col1: ಬೆಂಗಳೂರು/ನವದೆಹಲಿ: ಕರ್ನಾಟಕ ಪ್ರದೇಶ ಕಾಂಗ್ರೆಸ್ ಅಧ್ಯಕ್ಷ ಸ್ಥಾನ ಬದಲಾವಣೆ ಕುರಿತು ಹೇಳಿಕೆಗಳ ಬಗ್ಗೆ ತೀವ್ರ ಅಸಮಾಧಾನ ವ್ಯಕ್ತಪಡಿಸಿದ ಉಪ ಮುಖ್ಯಮಂತ್ರಿ ಡಿ.ಕೆ. ಶಿವಕುಮಾರ್ ಅವರು, ಮಾಧ್ಯಮಗಳಲ್ಲಿ ರಾಜಕೀಯ ಚರ್ಚೆ ಮಾಡುವುದು ಒಳ್ಳೆಯದಲ್ಲ ಎಂದು ಕೆಪಿಸಿಸಿ ಅಧ್ಯಕ್ಷ ಸ್ಥಾನದ ಆಕಾಂಕ್ಷಿಗಳಿಗೆ ಕುಟುಕಿದ್ದಾರೆ. ಇಂದು ದೆಹಲಿಯಲ್ಲಿ ಅಧ್ಯಕ್ಷ ಗಾದಿಗೆ ನಾನೂ ಆಕಾಂಕ್ಷಿ ಎನ್ನುವ ಸಚಿವರಾದ ಕೆ.ಎನ್. ರಾಜಣ್ಣ ಹಾಗೂ ಸತೀಶ್ ಜಾರಕಿಹೊಳಿ ಅವರ ಹೇಳಿಕೆಗೆ ಪ್ರತಿಕ್ರಿಯಿಸಿದ ಡಿಸಿಎಂ ಡಿಕೆ ಶಿವಕುಮಾರ್ ಅವರು, ಮಾಧ್ಯಮಗಳ ಮುಂದೆ ರಾಜಕೀಯ ಚರ್ಚೆ ಮಾಡುವುದು ಯಾವ ಪಕ್ಷದವರಿಗೂ ಹಾಗೂ ಯಾರಿಗೂ ಸೂಕ್ತವಾದುದಲ್ಲ ಎಂದರು. ಸಚಿವ ಸಂಪುಟ ಪುನಾರಚನೆ ಸಾಧ್ಯತೆ ಕುರಿತು ಕೇಳಿದ ಪ್ರಶ್ನೆಗೆ ಉತ್ತರಿಸಿದ ಡಿಸಿಎಂ, ಸಚಿವ ಸಂಪುಟ ವಿಸ್ತರಣೆ ಮಾಡುವ ಯಾವುದೇ ಸಂದರ್ಭ ಬಂದಿಲ್ಲ. ಕೇವಲ ಒಂದು ಸಚಿವ ಸ್ಥಾನ ಖಾಲಿ ಇದ್ದು, ಅದನ್ನು ತುಂಬುವ ಬಗ್ಗೆ ಚರ್ಚೆ ನಡೆದಿಲ್ಲ ಎಂದರು. ಸಿಎಂ ಸಿದ್ದರಾಮಯ್ಯ ಅಭಿಮಾನಿಗಳು ಡಿ.5ರಂದು ಹಾಸನದಲ್ಲಿ ಬೃಹತ್ ಸಮಾವೇಶ ಹಮ್ಮಿಕೊಂಡಿದ್ದಾರೆ. ಆದರೆ, ಪಕ್ಷವನ್ನು ದೂರವಿಟ್ಟು ಸಮಾವೇಶ ಮಾಡುವ ಉದ್ದೇಶ ಏನು? ಸ್ವಾಭಿಮಾನ ಸಮಾವೇಶವನ್ನು ಪಕ್ಷದ ವೇದಿಕೆಯಲ್ಲಿಯೇ ಮಾಡಬೇಕು ಎಂದು ಎಐಸಿಸಿ ಪತ್ರ ಬರೆದಿದೆ. ಆದರೆ ಹಾಸನದಲ್ಲಿ ಹಮ್ಮಿಕೊಂಡಿರುವ ಕಾರ್ಯಕ್ರಮ (584, 813, 895, 1208)
article1-photo-students (326, 458, 901, 676)
weather-low: ಕನಿಷ್ಠ : 26° (1395, 1231, 1498, 1250)
weather-low: ಕನಿಷ್ಠ : 26° (1395, 1268, 1498, 1286)
article6-headline (1231, 1367, 1499, 1498)
article3-headline-line1: ನಿರ್ದಿಷ್ಟ ಪ್ರಕರಣದ ತೀರ್ಪಿನ ಬಗ್ಗೆ ಮಾತನಾಡಿಲ್ಲ': (50, 1212, 535, 1247)
article1-body-col1: ಕೊಪ್ಪಳ: ಕೊಪ್ಪಳ ಜಿಲ್ಲಾಡಳಿತ, ಜಿಲ್ಲಾ ಪಂಚಾಯತ್, ಜಿಲ್ಲಾ ಆರೋಗ್ಯ ಮತ್ತು ಕುಟುಂಬ ಕಲ್ಯಾಣ ಇಲಾಖೆ, ಯಲಬುರ್ಗಾ ತಾಲೂಕಾ ಆರೋಗ್ಯಾಧಿಕಾರಿಗಳ ಕಾರ್ಯಾಲಯ ಹಾಗೂ ವಜ್ರಬಂಡಿ ಪ್ರಾಥಮಿಕ ಆರೋಗ್ಯ ಕೇಂದ್ರದ ಸಂಯುಕ್ತಾಶ್ರಯದಲ್ಲಿ ಹಿರೇಅರಳಿಹಳ್ಳಿ ಗ್ರಾಮದ ಸರ್ಕಾರಿ ಪದವಿ ಪೂರ್ವ ಕಾಲೇಜಿನಲ್ಲಿ ಗುರುವಾರ ವಿದ್ಯಾರ್ಥಿಗಳಿಗೆ "ರಾಷ್ಟ್ರೀಯ ಆರೋಗ್ಯ ಕಾರ್ಯಕ್ರಮಗಳು" ಕುರಿತು ರಸಪ್ರಶ್ನೆ ಸ್ಪರ್ಧೆ ಕಾರ್ಯಕ್ರಮ ಹಮ್ಮಿಕೊಳ್ಳಲಾಯಿತು. ಜಿಲ್ಲಾ ಆರೋಗ್ಯ ಶಿಕ್ಷಣಾಧಿಕಾರಿ ಶಿವಾನಂದ ಪೂಜಾರ ಅವರು ಮಾತನಾಡಿ, ಆರೋಗ್ಯ ಮತ್ತು ಕುಟುಂಬ ಕಲ್ಯಾಣ ಇಲಾಖೆಯಲ್ಲಿ ವಿವಿಧ ರಾಷ್ಟ್ರೀಯ ಕಾರ್ಯಕ್ರಮಗಳು, ಸಾಂಕ್ರಾಮಿಕ ರೋಗಗಳ ನಿಯಂತ್ರಣ ಹಾಗೂ ಆರೋಗ್ಯದ ಕುರಿತು ಜಾಗೃತಿ ಮೂಡಿಸಲು ಕೇಂದ್ರ ಹಾಗೂ ರಾಜ್ಯ ಸರ್ಕಾರಗಳು ವಿವಿಧ ಯೋಜನೆಗಳನ್ನು ಜಾರಿಗೆ ತಂದಿವೆ ಎಂದರು. ಬಳಿಕ ರಾಷ್ಟ್ರೀಯ ಆರೋಗ್ಯ ಕಾರ್ಯಕ್ರಮಗಳಾದ ಕುಷ್ಠರೋಗ ನಿರ್ಮೂಲನಾ ಕಾರ್ಯಕ್ರಮ, ಆರ್.ಸಿ.ಹೆಚ್ ಕಾರ್ಯಕ್ರಮ, ರಾಷ್ಟ್ರೀಯ ಕ್ಷಯರೋಗ ನಿವಾರಣಾ ಮತ್ತು ನಿಯಂತ್ರಣ ಕಾರ್ಯಕ್ರಮ, ಹರಡುವಂತಹ ರೋಗಗಳ ನಿಯಂತ್ರಣ, ಕುಟುಂಬ ಕಲ್ಯಾಣ ಕಾರ್ಯಕ್ರಮ, ಮಾನಸಿಕ ಆರೋಗ್ಯ ಕಾರ್ಯಕ್ರಮ, (17, 151, 312, 524)
article3-photo-press (17, 1317, 569, 1620)
